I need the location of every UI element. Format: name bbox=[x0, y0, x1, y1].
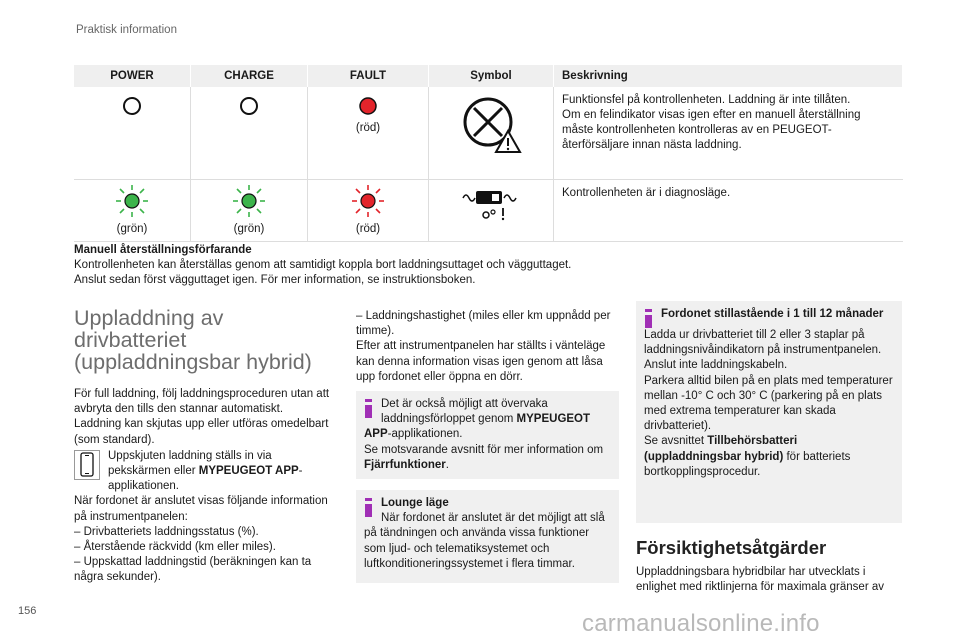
led-red-blinking-icon bbox=[351, 184, 385, 218]
app-name: MYPEUGEOT APP bbox=[198, 465, 299, 478]
led-off-icon bbox=[238, 95, 260, 117]
app-note-text-a: Uppskjuten laddning ställs in via pekskärmen eller bbox=[108, 449, 272, 478]
manual-reset-title: Manuell återställningsförfarande bbox=[74, 244, 252, 256]
smartphone-icon bbox=[74, 450, 100, 480]
manual-reset-block bbox=[74, 243, 903, 288]
power-caption: (grön) bbox=[116, 222, 148, 235]
running-header: Praktisk information bbox=[76, 24, 177, 36]
section-title: Uppladdning av drivbatteriet (uppladdningsbar hybrid) bbox=[74, 306, 312, 374]
fault-cell bbox=[308, 179, 429, 241]
info-box-app bbox=[356, 391, 619, 479]
col-fault: FAULT bbox=[308, 65, 429, 87]
info-icon bbox=[364, 399, 373, 418]
info-box-storage bbox=[636, 301, 902, 523]
led-green-blinking-icon bbox=[232, 184, 266, 218]
charge-cell bbox=[191, 87, 308, 179]
info-icon bbox=[644, 309, 653, 328]
led-off-icon bbox=[121, 95, 143, 117]
manual-reset-text: Kontrollenheten kan återställas genom att samtidigt koppla bort laddningsuttaget och vägguttaget. Anslut sedan först vägguttaget igen. För mer information, se instruktionsboken. bbox=[74, 259, 572, 286]
table-header-row bbox=[74, 65, 903, 87]
power-cell bbox=[74, 87, 191, 179]
info-box-lounge bbox=[356, 490, 619, 583]
row2-description: Kontrollenheten är i diagnosläge. bbox=[554, 179, 903, 241]
column-1 bbox=[74, 387, 332, 586]
power-cell bbox=[74, 179, 191, 241]
app-note-text-c: -applikationen. bbox=[108, 465, 303, 493]
col-charge: CHARGE bbox=[191, 65, 308, 87]
storage-title: Fordonet stillastående i 1 till 12 månader bbox=[661, 308, 884, 320]
app-note bbox=[74, 449, 332, 495]
box1-text-e: . bbox=[445, 458, 449, 471]
page-number: 156 bbox=[18, 605, 37, 617]
lounge-title: Lounge läge bbox=[381, 497, 449, 509]
table-row bbox=[74, 179, 903, 241]
led-red-icon bbox=[357, 95, 379, 117]
box1-app-name: MYPEUGEOT APP bbox=[364, 413, 591, 441]
led-green-blinking-icon bbox=[115, 184, 149, 218]
storage-text-end: för batteriets bortkopplingsprocedur. bbox=[644, 450, 851, 478]
fault-cross-warning-icon bbox=[460, 95, 522, 155]
column-2 bbox=[356, 309, 618, 385]
col1-intro: För full laddning, följ laddningsproceduren utan att avbryta den tills den stannar automatiskt. Laddning kan skjutas upp eller utföras omedelbart (som standard). bbox=[74, 388, 330, 446]
storage-ref: Tillbehörsbatteri (uppladdningsbar hybrid) bbox=[644, 435, 798, 463]
precautions-text: Uppladdningsbara hybridbilar har utvecklats i enlighet med riktlinjerna för maximala gränser av bbox=[636, 566, 884, 594]
lounge-text: När fordonet är anslutet är det möjligt att slå på tändningen och använda vissa funktioner som ljud- och telematiksystemet och luftkonditioneringssystemet i flera timmar. bbox=[364, 512, 605, 570]
storage-text: Ladda ur drivbatteriet till 2 eller 3 staplar på laddningsnivåindikatorn på instrumentpanelen. Anslut inte laddningskabeln. Parkera alltid bilen på en plats med temperaturer mellan -10° C och 30° C (parkering på en plats med extrema temperaturer kan skada drivbatteriet). Se avsnittet bbox=[644, 329, 893, 448]
info-icon bbox=[364, 498, 373, 517]
precautions-heading: Försiktighetsåtgärder bbox=[636, 537, 827, 558]
col-symbol: Symbol bbox=[429, 65, 554, 87]
symbol-cell bbox=[429, 179, 554, 241]
fault-caption: (röd) bbox=[355, 222, 381, 235]
col-power: POWER bbox=[74, 65, 191, 87]
charge-caption: (grön) bbox=[233, 222, 265, 235]
symbol-cell bbox=[429, 87, 554, 179]
status-table bbox=[74, 65, 903, 242]
charge-cell bbox=[191, 179, 308, 241]
watermark: carmanualsonline.info bbox=[582, 610, 820, 637]
box1-text-a: Det är också möjligt att övervaka laddningsförloppet genom bbox=[381, 398, 548, 426]
fault-caption: (röd) bbox=[355, 122, 381, 134]
col-description: Beskrivning bbox=[554, 65, 903, 87]
row1-description: Funktionsfel på kontrollenheten. Laddning är inte tillåten. Om en felindikator visas igen efter en manuell återställning måste kontrollenheten kontrolleras av en PEUGEOT-återförsäljare innan nästa laddning. bbox=[554, 87, 903, 179]
fault-cell bbox=[308, 87, 429, 179]
table-row bbox=[74, 87, 903, 179]
box1-link-term: Fjärrfunktioner bbox=[364, 458, 446, 471]
col2-intro: – Laddningshastighet (miles eller km uppnådd per timme). Efter att instrumentpanelen har ställts i vänteläge kan denna information visas igen genom att låsa upp fordonet eller öppna en dörr. bbox=[356, 310, 611, 383]
diagnostic-cable-icon bbox=[460, 186, 522, 226]
col1-dashboard-info: När fordonet är anslutet visas följande information på instrumentpanelen: – Drivbatteriets laddningsstatus (%). – Återstående räckvidd (km eller miles). – Uppskattad laddningstid (beräkningen kan ta några sekunder). bbox=[74, 495, 328, 584]
box1-text-c: -applikationen. Se motsvarande avsnitt för mer information om bbox=[364, 428, 604, 456]
